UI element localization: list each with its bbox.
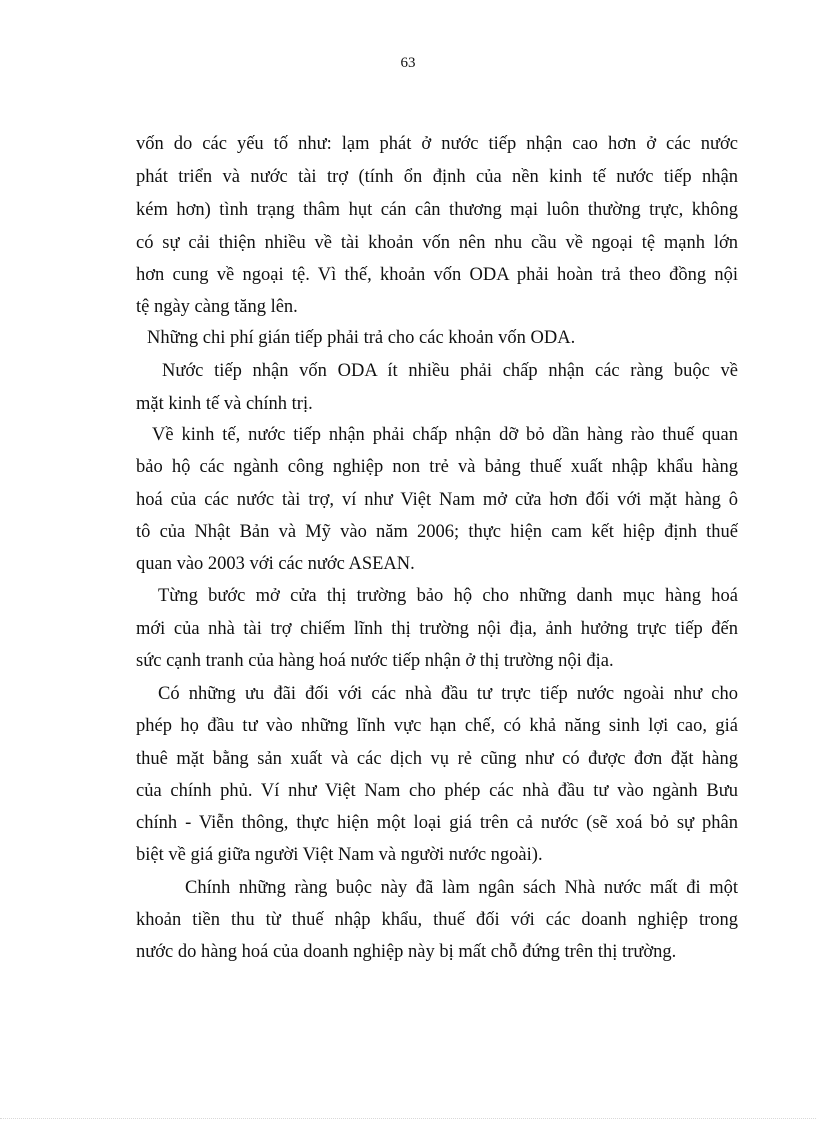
text-line: chính - Viễn thông, thực hiện một loại giá trên cả nước (sẽ xoá bỏ sự phân (136, 813, 738, 833)
text-line: tô của Nhật Bản và Mỹ vào năm 2006; thực hiện cam kết hiệp định thuế (136, 522, 738, 542)
text-line: Từng bước mở cửa thị trường bảo hộ cho những danh mục hàng hoá (158, 586, 738, 606)
text-line: bảo hộ các ngành công nghiệp non trẻ và bảng thuế xuất nhập khẩu hàng (136, 457, 738, 477)
text-line: biệt về giá giữa người Việt Nam và người nước ngoài). (136, 845, 543, 865)
text-line: mặt kinh tế và chính trị. (136, 394, 313, 414)
text-line: vốn do các yếu tố như: lạm phát ở nước tiếp nhận cao hơn ở các nước (136, 134, 738, 154)
text-line: mới của nhà tài trợ chiếm lĩnh thị trường nội địa, ảnh hưởng trực tiếp đến (136, 619, 738, 639)
text-line: thuê mặt bằng sản xuất và các dịch vụ rẻ cũng như có được đơn đặt hàng (136, 749, 738, 769)
text-line: có sự cải thiện nhiều về tài khoản vốn nên nhu cầu về ngoại tệ mạnh lớn (136, 233, 738, 253)
text-line: Về kinh tế, nước tiếp nhận phải chấp nhận dỡ bỏ dần hàng rào thuế quan (152, 425, 738, 445)
text-line: khoản tiền thu từ thuế nhập khẩu, thuế đối với các doanh nghiệp trong (136, 910, 738, 930)
text-line: kém hơn) tình trạng thâm hụt cán cân thương mại luôn thường trực, không (136, 200, 738, 220)
text-line: Nước tiếp nhận vốn ODA ít nhiều phải chấp nhận các ràng buộc về (162, 361, 738, 381)
text-line: tệ ngày càng tăng lên. (136, 297, 298, 317)
text-line: phát triển và nước tài trợ (tính ổn định của nền kinh tế nước tiếp nhận (136, 167, 738, 187)
text-line: nước do hàng hoá của doanh nghiệp này bị mất chỗ đứng trên thị trường. (136, 942, 677, 962)
text-line: Có những ưu đãi đối với các nhà đầu tư trực tiếp nước ngoài như cho (158, 684, 738, 704)
page-number: 63 (400, 55, 416, 71)
text-line: Những chi phí gián tiếp phải trả cho các khoản vốn ODA. (147, 328, 576, 348)
text-line: sức cạnh tranh của hàng hoá nước tiếp nhận ở thị trường nội địa. (136, 651, 614, 671)
text-line: quan vào 2003 với các nước ASEAN. (136, 554, 415, 574)
text-line: phép họ đầu tư vào những lĩnh vực hạn chế, có khả năng sinh lợi cao, giá (136, 716, 738, 736)
page-bottom-border (0, 1118, 816, 1119)
text-line: Chính những ràng buộc này đã làm ngân sách Nhà nước mất đi một (185, 878, 738, 898)
text-line: hơn cung về ngoại tệ. Vì thế, khoản vốn ODA phải hoàn trả theo đồng nội (136, 265, 738, 285)
text-line: của chính phủ. Ví như Việt Nam cho phép các nhà đầu tư vào ngành Bưu (136, 781, 738, 801)
text-line: hoá của các nước tài trợ, ví như Việt Nam mở cửa hơn đối với mặt hàng ô (136, 490, 738, 510)
